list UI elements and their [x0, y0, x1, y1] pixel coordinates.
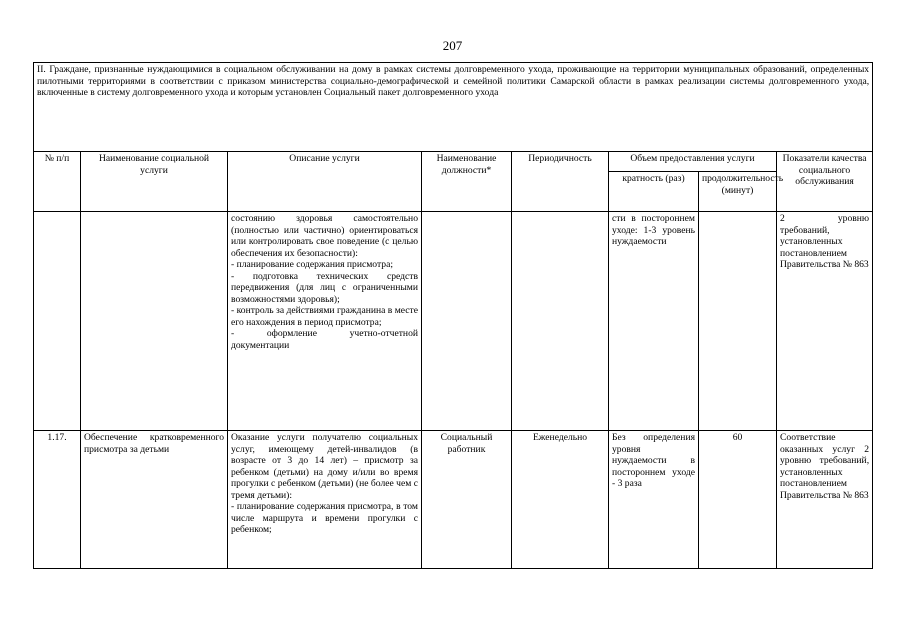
row-duration: 60 [699, 431, 777, 569]
description-line: Оказание услуги получателю социальных услуг, имеющему детей-инвалидов (в возрасте от 3 до 14 лет) – присмотр за ребенком (детьми) на дому и/или во время прогулки с ребенком (детьми) (не более чем с тремя детьми): [231, 432, 418, 501]
table-row [34, 212, 873, 431]
header-quality: Показатели качества социального обслуживания [777, 152, 873, 212]
row-duration [699, 212, 777, 431]
header-duration: продолжительность (минут) [699, 172, 777, 212]
description-line: - планирование содержания присмотра, в том числе маршрута и времени прогулки с ребенком; [231, 501, 418, 535]
row-quality: Соответствие оказанных услуг 2 уровню требований, установленных постановлением Правительства № 863 [777, 431, 873, 569]
description-line: - контроль за действиями гражданина в месте его нахождения в период присмотра; [231, 305, 418, 328]
row-num [34, 212, 81, 431]
row-periodicity: Еженедельно [512, 431, 609, 569]
row-quality: 2 уровню требований, установленных постановлением Правительства № 863 [777, 212, 873, 431]
header-position: Наименование должности* [422, 152, 512, 212]
row-description [228, 212, 422, 431]
header-description: Описание услуги [228, 152, 422, 212]
row-service-name [81, 212, 228, 431]
row-description [228, 431, 422, 569]
header-periodicity: Периодичность [512, 152, 609, 212]
table-row [34, 431, 873, 569]
row-frequency: сти в постороннем уходе: 1-3 уровень нуждаемости [609, 212, 699, 431]
header-frequency: кратность (раз) [609, 172, 699, 212]
row-frequency: Без определения уровня нуждаемости в постороннем уходе - 3 раза [609, 431, 699, 569]
row-position [422, 212, 512, 431]
description-line: - оформление учетно-отчетной документации [231, 328, 418, 351]
row-service-name: Обеспечение кратковременного присмотра за детьми [81, 431, 228, 569]
page-number: 207 [442, 38, 463, 53]
section-title: II. Граждане, признанные нуждающимися в социальном обслуживании на дому в рамках системы долговременного ухода, проживающие на территории муниципальных образований, определенных пилотными территориями в соответствии с приказом министерства социально-демографической и семейной политики Самарской области в рамках реализации системы долговременного ухода, включенные в систему долговременного ухода и которым установлен Социальный пакет долговременного ухода [34, 63, 873, 152]
description-line: состоянию здоровья самостоятельно (полностью или частично) ориентироваться или контролировать свое поведение (с целью обеспечения их безопасности): [231, 213, 418, 259]
header-volume: Объем предоставления услуги [609, 152, 777, 172]
row-periodicity [512, 212, 609, 431]
row-num: 1.17. [34, 431, 81, 569]
description-line: - планирование содержания присмотра; [231, 259, 393, 270]
row-position: Социальный работник [422, 431, 512, 569]
header-num: № п/п [34, 152, 81, 212]
services-table [33, 62, 873, 569]
header-service-name: Наименование социальной услуги [81, 152, 228, 212]
description-line: - подготовка технических средств передвижения (для лиц с ограниченными возможностями здоровья); [231, 270, 418, 305]
